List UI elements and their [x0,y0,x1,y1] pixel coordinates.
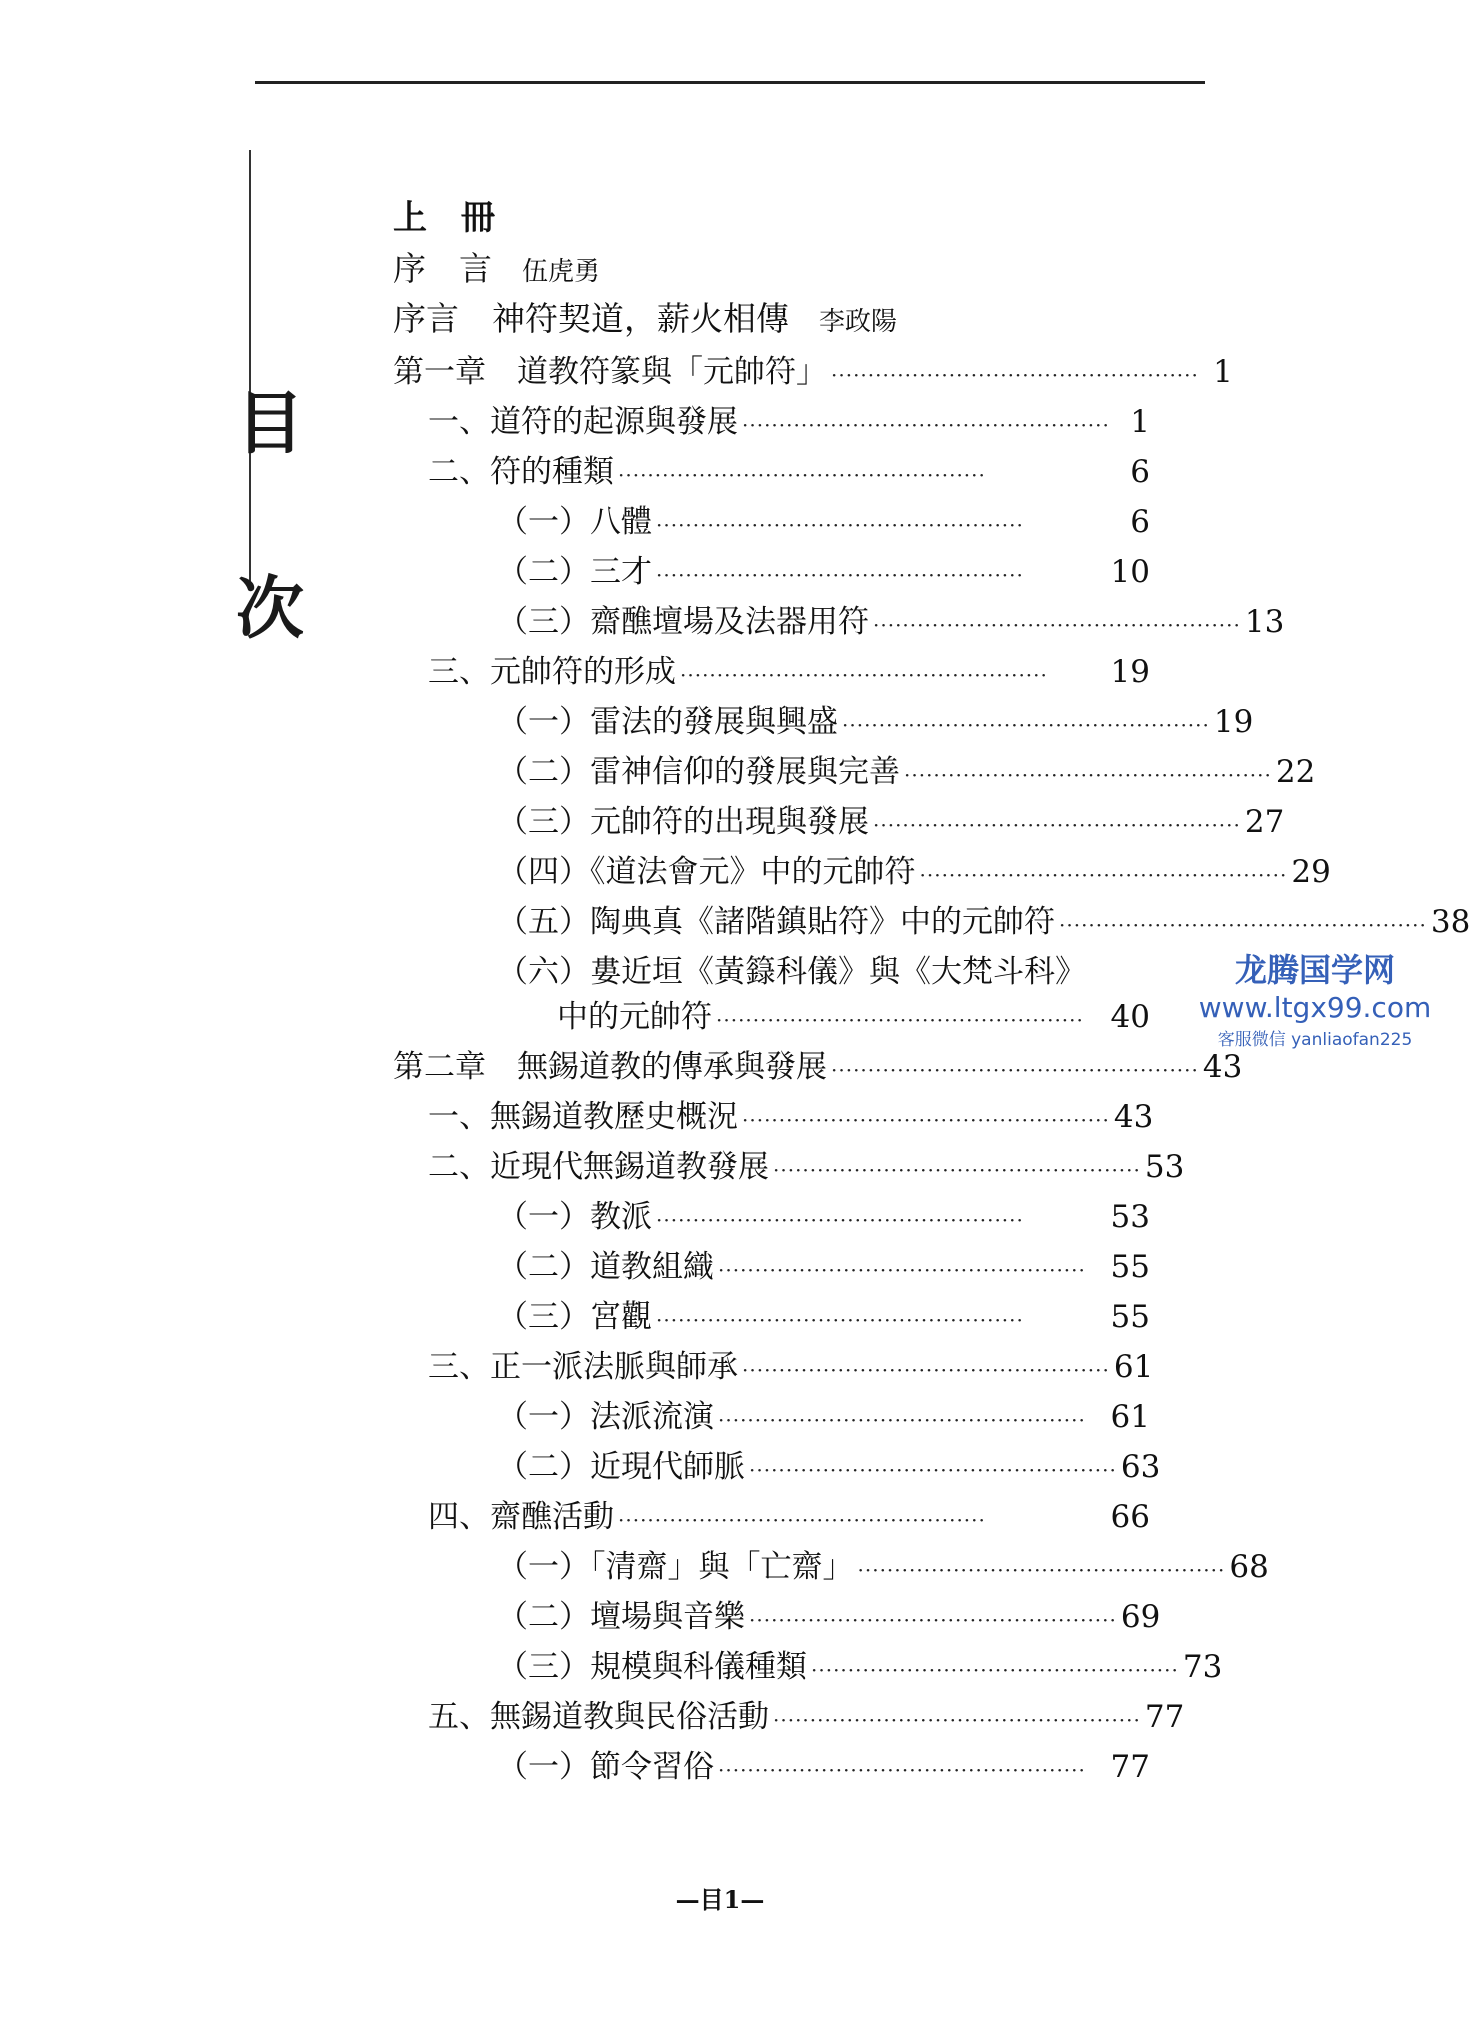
preface-author: 李政陽 [819,307,898,337]
dot-leader: ·················································· [857,1558,1226,1582]
dot-leader: ·················································· [656,1208,1024,1232]
toc-entry-page: 69 [1120,1599,1161,1635]
dot-leader: ·················································· [831,363,1199,387]
toc-entry-title: （六）婁近垣《黃籙科儀》與《大梵斗科》 [497,954,1086,990]
toc-entry-title: 三、元帥符的形成 [428,654,676,690]
toc-entry-title: （二）近現代師脈 [497,1449,745,1485]
dot-leader: ·················································· [742,413,1110,437]
toc-entry-page: 53 [1144,1149,1185,1185]
toc-entry-title: （三）宮觀 [497,1299,652,1335]
toc-entry-page: 13 [1244,604,1285,640]
page-number: —目1— [675,1885,765,1914]
dot-leader: ·················································· [656,1308,1024,1332]
dot-leader: ·················································· [773,1708,1141,1732]
toc-entry-page: 53 [1110,1199,1150,1235]
toc-entry[interactable] [497,1645,1223,1692]
dot-leader: ·················································· [618,463,986,487]
toc-entry[interactable] [393,350,1233,397]
toc-entry[interactable] [497,500,1150,547]
toc-entry[interactable] [497,1245,1150,1292]
toc-entry-title: （二）壇場與音樂 [497,1599,745,1635]
toc-entry-page: 40 [1110,999,1150,1035]
toc-entry-page: 63 [1120,1449,1161,1485]
toc-entry-page: 61 [1110,1399,1150,1435]
toc-entry[interactable] [497,1595,1161,1642]
dot-leader: ·················································· [742,1358,1110,1382]
toc-entry-title: 二、符的種類 [428,454,614,490]
watermark-title: 龙腾国学网 [1234,951,1395,989]
toc-entry-page: 68 [1229,1549,1269,1585]
toc-entry[interactable] [497,900,1470,947]
dot-leader: ·················································· [716,1008,1084,1032]
toc-entry-title: （一）法派流演 [497,1399,714,1435]
toc-entry[interactable] [497,750,1316,797]
toc-entry[interactable] [497,1395,1150,1442]
toc-entry-page: 1 [1213,354,1233,390]
dot-leader: ·················································· [718,1408,1086,1432]
toc-entry[interactable] [428,1345,1154,1392]
dot-leader: ·················································· [618,1508,986,1532]
dot-leader: ·················································· [742,1108,1110,1132]
dot-leader: ·················································· [656,563,1024,587]
toc-entry[interactable] [428,1145,1185,1192]
dot-leader: ·················································· [656,513,1024,537]
toc-entry-page: 19 [1213,704,1254,740]
toc-entry[interactable] [557,995,1150,1042]
toc-entry[interactable] [497,550,1150,597]
toc-entry-title: （一）「清齋」與「亡齋」 [497,1549,854,1585]
toc-entry-page: 73 [1182,1649,1223,1685]
watermark-url[interactable]: www.ltgx99.com [1198,991,1432,1024]
dot-leader: ·················································· [1059,913,1427,937]
toc-entry[interactable] [497,1445,1161,1492]
toc-entry-title: （一）教派 [497,1199,652,1235]
toc-entry-page: 77 [1110,1749,1150,1785]
toc-entry-title: （一）雷法的發展與興盛 [497,704,838,740]
toc-entry[interactable] [497,1745,1150,1792]
toc-entry-title: （二）道教組織 [497,1249,714,1285]
toc-entry[interactable] [497,850,1331,897]
preface-label: 序言 神符契道，薪火相傳 [393,299,789,338]
toc-entry-page: 19 [1110,654,1150,690]
toc-entry-title: （二）雷神信仰的發展與完善 [497,754,900,790]
toc-entry-page: 43 [1202,1049,1243,1085]
toc-entry-title: （三）元帥符的出現與發展 [497,804,869,840]
toc-entry-title: （四）《道法會元》中的元帥符 [497,854,916,890]
toc-entry-title: 第一章 道教符篆與「元帥符」 [393,354,827,390]
dot-leader: ·················································· [749,1458,1117,1482]
toc-entry[interactable] [428,1695,1185,1742]
toc-entry-page: 22 [1275,754,1316,790]
dot-leader: ·················································· [873,613,1241,637]
toc-entry[interactable] [428,1095,1154,1142]
toc-entry-title: （一）節令習俗 [497,1749,714,1785]
toc-entry-title: （五）陶典真《諸階鎮貼符》中的元帥符 [497,904,1055,940]
volume-heading [393,196,495,240]
dot-leader: ·················································· [919,863,1288,887]
side-title-char-1: 目 [236,384,305,464]
dot-leader: ·················································· [811,1658,1179,1682]
toc-entry[interactable] [428,650,1150,697]
toc-entry-page: 61 [1113,1349,1154,1385]
toc-entry-page: 6 [1130,454,1150,490]
toc-entry-title: 五、無錫道教與民俗活動 [428,1699,769,1735]
toc-entry-page: 29 [1291,854,1331,890]
dot-leader: ·················································· [904,763,1272,787]
dot-leader: ·················································· [831,1058,1199,1082]
toc-entry-page: 43 [1113,1099,1154,1135]
toc-entry-title: （三）齋醮壇場及法器用符 [497,604,869,640]
dot-leader: ·················································· [873,813,1241,837]
toc-entry-page: 1 [1130,404,1150,440]
toc-entry-page: 27 [1244,804,1285,840]
toc-entry-title: 三、正一派法脈與師承 [428,1349,738,1385]
toc-entry[interactable] [497,950,1150,994]
toc-entry[interactable] [428,1495,1150,1542]
toc-entry-page: 55 [1110,1299,1150,1335]
toc-entry-title: 一、無錫道教歷史概況 [428,1099,738,1135]
toc-entry[interactable] [497,800,1285,847]
toc-entry-page: 6 [1130,504,1150,540]
toc-entry[interactable] [497,600,1285,647]
volume-label: 上 冊 [393,198,495,238]
toc-entry-title: 一、道符的起源與發展 [428,404,738,440]
side-title-char-2: 次 [236,569,305,649]
preface-row [393,247,600,294]
preface-row [393,297,897,344]
dot-leader: ·················································· [718,1258,1086,1282]
toc-entry[interactable] [497,1295,1150,1342]
toc-entry[interactable] [497,700,1254,747]
toc-entry-title: （三）規模與科儀種類 [497,1649,807,1685]
toc-entry[interactable] [497,1545,1269,1592]
toc-entry-title: 四、齋醮活動 [428,1499,614,1535]
toc-entry-title: 中的元帥符 [557,999,712,1035]
toc-entry[interactable] [428,400,1150,447]
watermark [1185,950,1445,1054]
dot-leader: ·················································· [680,663,1048,687]
toc-entry[interactable] [497,1195,1150,1242]
dot-leader: ·················································· [749,1608,1117,1632]
toc-entry-title: （二）三才 [497,554,652,590]
preface-label: 序 言 [393,249,492,288]
toc-entry[interactable] [393,1045,1243,1092]
watermark-contact: 客服微信 yanliaofan225 [1217,1030,1413,1050]
toc-entry-page: 55 [1110,1249,1150,1285]
dot-leader: ·················································· [718,1758,1086,1782]
dot-leader: ·················································· [842,713,1210,737]
toc-entry-page: 38 [1430,904,1470,940]
toc-entry-title: 第二章 無錫道教的傳承與發展 [393,1049,827,1085]
toc-entry-page: 10 [1110,554,1150,590]
toc-entry[interactable] [428,450,1150,497]
dot-leader: ·················································· [773,1158,1141,1182]
toc-entry-page: 77 [1144,1699,1185,1735]
toc-entry-title: 二、近現代無錫道教發展 [428,1149,769,1185]
toc-entry-page: 66 [1110,1499,1150,1535]
toc-entry-title: （一）八體 [497,504,652,540]
preface-author: 伍虎勇 [522,257,601,287]
